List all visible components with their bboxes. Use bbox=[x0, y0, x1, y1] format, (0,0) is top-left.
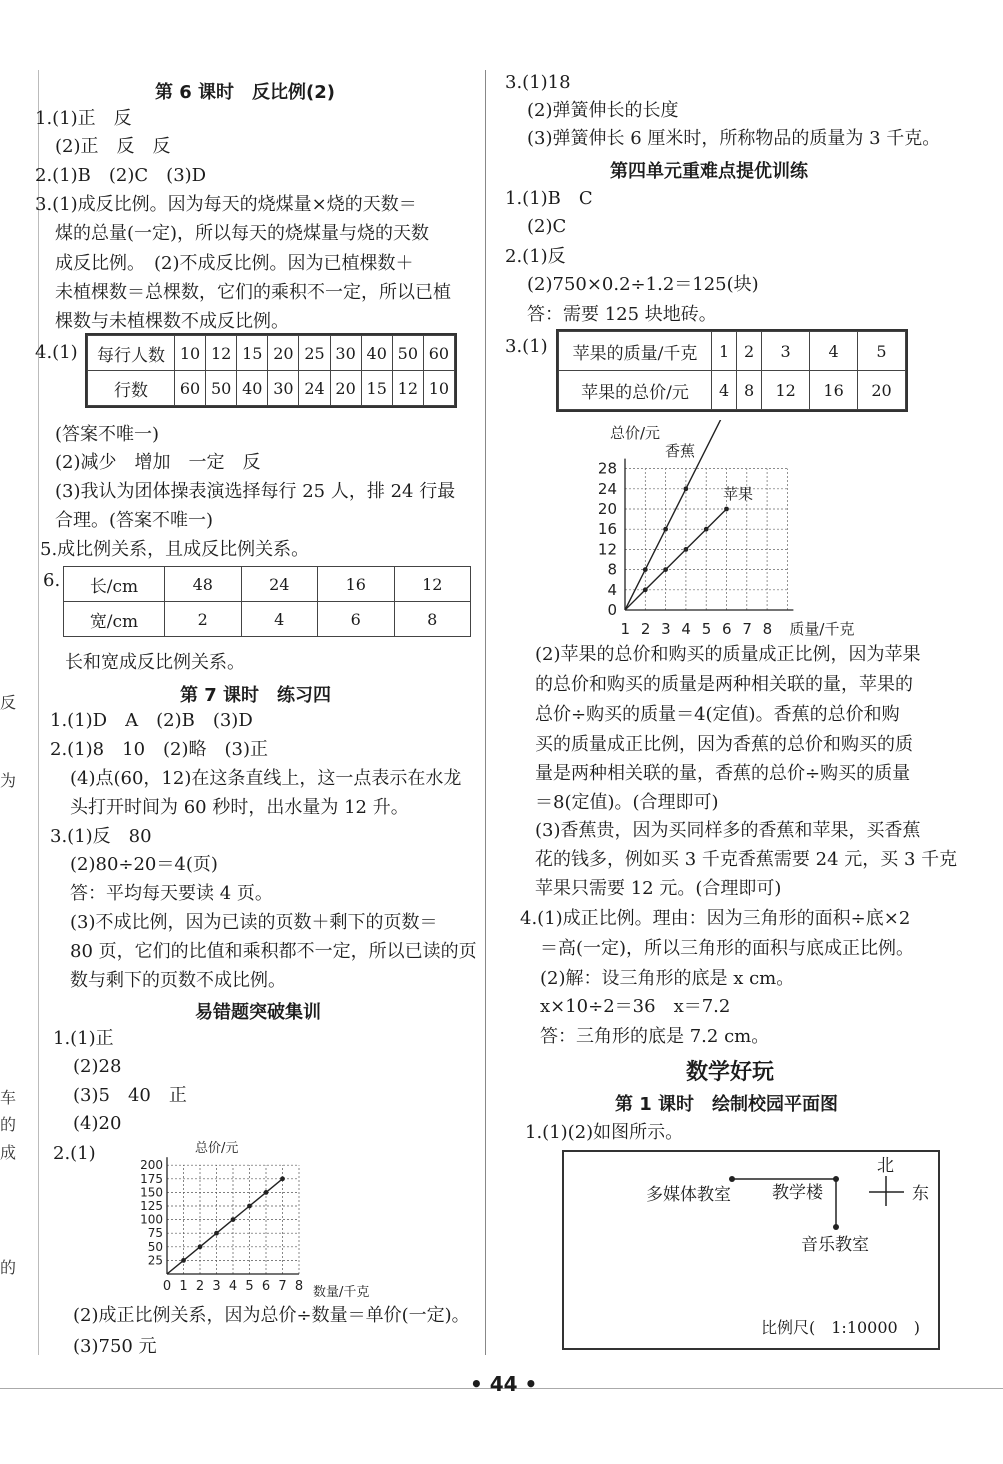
table-header: 苹果的总价/元 bbox=[559, 371, 712, 410]
answer-line: 2.(1)B (2)C (3)D bbox=[35, 165, 207, 186]
answer-line: 1.(1)正 bbox=[53, 1028, 114, 1049]
table-cell: 4 bbox=[241, 602, 318, 637]
answer-line: 成反比例。 (2)不成反比例。因为已植棵数＋ bbox=[55, 253, 414, 274]
x-tick-label: 7 bbox=[742, 620, 752, 638]
answer-line: (3)750 元 bbox=[73, 1336, 157, 1357]
x-tick-label: 2 bbox=[640, 620, 651, 638]
data-point bbox=[704, 527, 709, 532]
x-tick-label: 1 bbox=[179, 1279, 188, 1294]
data-point bbox=[214, 1231, 219, 1236]
answer-line: 棵数与未植棵数不成反比例。 bbox=[55, 311, 289, 332]
edge-char: 的 bbox=[0, 1115, 17, 1134]
answer-line: 1.(1)正 反 bbox=[35, 108, 132, 129]
table-header: 宽/cm bbox=[64, 602, 165, 637]
data-point bbox=[724, 507, 729, 512]
answer-line: 量是两种相关联的量，香蕉的总价÷购买的质量 bbox=[535, 763, 911, 784]
lesson6-title: 第 6 课时 反比例(2) bbox=[155, 82, 336, 103]
table-cell: 6 bbox=[318, 602, 395, 637]
table-cell: 12 bbox=[206, 336, 237, 371]
multimedia-room-label: 多媒体教室 bbox=[646, 1185, 731, 1205]
people-rows-table bbox=[87, 335, 455, 406]
x-tick-label: 4 bbox=[228, 1279, 238, 1294]
x-tick-label: 8 bbox=[294, 1279, 304, 1294]
answer-line: 2.(1)反 bbox=[505, 246, 566, 267]
table-cell: 2 bbox=[737, 332, 762, 371]
table-cell: 50 bbox=[392, 336, 423, 371]
y-tick-label: 175 bbox=[140, 1171, 163, 1186]
x-tick-label: 5 bbox=[245, 1279, 254, 1294]
table-header: 苹果的质量/千克 bbox=[559, 332, 712, 371]
music-room-label: 音乐教室 bbox=[801, 1235, 869, 1255]
y-tick-label: 4 bbox=[607, 580, 617, 599]
answer-line: 苹果只需要 12 元。(合理即可) bbox=[535, 878, 782, 899]
table-cell: 60 bbox=[423, 336, 454, 371]
page-number: • 44 • bbox=[470, 1372, 538, 1396]
answer-line: 未植棵数＝总棵数，它们的乘积不一定，所以已植 bbox=[55, 282, 451, 303]
campus-map bbox=[562, 1150, 940, 1350]
answer-line: 煤的总量(一定)，所以每天的烧煤量与烧的天数 bbox=[55, 223, 430, 244]
y-axis-label: 总价/元 bbox=[195, 1141, 239, 1156]
edge-char: 为 bbox=[0, 771, 17, 790]
y-tick-label: 200 bbox=[140, 1158, 163, 1173]
table-header: 长/cm bbox=[64, 567, 165, 602]
answer-line: 2.(1) bbox=[53, 1143, 96, 1164]
answer-line: 头打开时间为 60 秒时，出水量为 12 升。 bbox=[70, 797, 409, 818]
answer-line: 4.(1) bbox=[35, 342, 78, 363]
series-line bbox=[625, 509, 727, 610]
table-cell: 40 bbox=[237, 371, 268, 406]
y-tick-label: 20 bbox=[597, 500, 617, 518]
y-tick-label: 125 bbox=[140, 1199, 163, 1213]
answer-line: (3)5 40 正 bbox=[73, 1085, 187, 1106]
answer-line: 买的质量成正比例，因为香蕉的总价和购买的质 bbox=[535, 734, 913, 755]
data-point bbox=[280, 1176, 285, 1181]
y-tick-label: 75 bbox=[147, 1226, 163, 1241]
answer-line: (4)20 bbox=[73, 1113, 122, 1134]
table-cell: 10 bbox=[423, 371, 454, 406]
table-cell: 2 bbox=[165, 602, 242, 637]
compass-north-label: 北 bbox=[877, 1156, 894, 1176]
answer-line: 3.(1) bbox=[505, 336, 548, 357]
table-cell: 30 bbox=[268, 371, 299, 406]
answer-line: (4)点(60，12)在这条直线上，这一点表示在水龙 bbox=[70, 768, 462, 789]
apple-price-table bbox=[558, 331, 906, 410]
table-cell: 15 bbox=[361, 371, 392, 406]
answer-line: 数与剩下的页数不成比例。 bbox=[70, 970, 286, 991]
data-point bbox=[231, 1217, 236, 1222]
y-tick-label: 28 bbox=[597, 459, 617, 478]
answer-line: 答：平均每天要读 4 页。 bbox=[70, 883, 273, 904]
edge-char: 的 bbox=[0, 1258, 17, 1277]
table-header: 每行人数 bbox=[88, 336, 175, 371]
answer-line: 5.成比例关系，且成反比例关系。 bbox=[40, 539, 310, 560]
x-tick-label: 8 bbox=[762, 620, 773, 638]
y-tick-label: 8 bbox=[607, 560, 617, 579]
answer-line: (2)成正比例关系，因为总价÷数量＝单价(一定)。 bbox=[73, 1305, 470, 1326]
x-tick-label: 3 bbox=[661, 620, 671, 638]
table-cell: 8 bbox=[737, 371, 762, 410]
mistake-section-title: 易错题突破集训 bbox=[195, 1002, 321, 1023]
edge-char: 成 bbox=[0, 1143, 17, 1162]
table-cell: 25 bbox=[299, 336, 330, 371]
data-point bbox=[181, 1258, 186, 1263]
y-tick-label: 25 bbox=[147, 1253, 163, 1268]
answer-line: 的总价和购买的质量是两种相关联的量，苹果的 bbox=[535, 674, 913, 695]
answer-line: (2)弹簧伸长的长度 bbox=[527, 100, 679, 121]
answer-line: 3.(1)18 bbox=[505, 72, 571, 93]
teaching-point bbox=[833, 1176, 839, 1182]
table-cell: 12 bbox=[392, 371, 423, 406]
table-cell: 24 bbox=[299, 371, 330, 406]
answer-line: (2)减少 增加 一定 反 bbox=[55, 452, 261, 473]
fun-math-title: 数学好玩 bbox=[686, 1060, 775, 1085]
table-cell: 40 bbox=[361, 336, 392, 371]
answer-line: (2)C bbox=[527, 216, 567, 237]
map-scale: 比例尺( 1:10000 ) bbox=[761, 1318, 920, 1337]
y-tick-label: 50 bbox=[147, 1239, 163, 1254]
edge-char: 车 bbox=[0, 1088, 17, 1107]
answer-line: 3.(1)反 80 bbox=[50, 826, 152, 847]
data-point bbox=[663, 527, 668, 532]
table-cell: 4 bbox=[810, 332, 858, 371]
table-cell: 3 bbox=[762, 332, 810, 371]
answer-line: (答案不唯一) bbox=[55, 424, 160, 445]
answer-line: (3)不成比例，因为已读的页数＋剩下的页数＝ bbox=[70, 912, 438, 933]
lesson7-title: 第 7 课时 练习四 bbox=[180, 685, 332, 706]
data-point bbox=[643, 567, 648, 572]
table-cell: 15 bbox=[237, 336, 268, 371]
x-tick-label: 0 bbox=[162, 1279, 172, 1294]
answer-line: (2)750×0.2÷1.2＝125(块) bbox=[527, 274, 759, 295]
answer-line: 答：三角形的底是 7.2 cm。 bbox=[540, 1026, 770, 1047]
y-tick-label: 16 bbox=[597, 520, 617, 539]
table-cell: 1 bbox=[712, 332, 737, 371]
table-cell: 30 bbox=[330, 336, 361, 371]
answer-line: (2)苹果的总价和购买的质量成正比例，因为苹果 bbox=[535, 644, 921, 665]
answer-line: 2.(1)8 10 (2)略 (3)正 bbox=[50, 739, 269, 760]
data-point bbox=[264, 1190, 269, 1195]
answer-line: 长和宽成反比例关系。 bbox=[65, 652, 245, 673]
price-quantity-chart bbox=[95, 1138, 395, 1302]
answer-line: (2)解：设三角形的底是 x cm。 bbox=[540, 968, 795, 989]
table-cell: 24 bbox=[241, 567, 318, 602]
y-tick-label: 0 bbox=[607, 601, 617, 619]
edge-char: 反 bbox=[0, 693, 17, 712]
answer-line: x×10÷2＝36 x＝7.2 bbox=[540, 996, 731, 1017]
table-cell: 8 bbox=[394, 602, 471, 637]
unit4-title: 第四单元重难点提优训练 bbox=[610, 161, 808, 182]
data-point bbox=[247, 1204, 252, 1209]
fruit-price-chart bbox=[580, 420, 910, 640]
table-cell: 12 bbox=[394, 567, 471, 602]
multimedia-point bbox=[729, 1176, 735, 1182]
x-tick-label: 3 bbox=[212, 1279, 221, 1294]
x-axis-label: 数量/千克 bbox=[313, 1285, 370, 1300]
teaching-building-label: 教学楼 bbox=[772, 1183, 823, 1203]
answer-line: (3)弹簧伸长 6 厘米时，所称物品的质量为 3 千克。 bbox=[527, 128, 941, 149]
length-width-table bbox=[63, 566, 471, 637]
y-tick-label: 150 bbox=[140, 1185, 163, 1200]
answer-line: 1.(1)D A (2)B (3)D bbox=[50, 710, 253, 731]
answer-line: 80 页，它们的比值和乘积都不一定，所以已读的页 bbox=[70, 941, 477, 962]
table-cell: 16 bbox=[810, 371, 858, 410]
data-point bbox=[643, 587, 648, 592]
compass-east-label: 东 bbox=[912, 1184, 929, 1204]
table-cell: 60 bbox=[175, 371, 206, 406]
answer-line: 1.(1)B C bbox=[505, 188, 593, 209]
answer-line: (2)28 bbox=[73, 1056, 122, 1077]
x-tick-label: 6 bbox=[722, 620, 732, 638]
answer-line: 合理。(答案不唯一) bbox=[55, 510, 214, 531]
data-point bbox=[198, 1244, 203, 1249]
data-point bbox=[663, 567, 668, 572]
table-cell: 20 bbox=[268, 336, 299, 371]
y-axis-label: 总价/元 bbox=[610, 424, 661, 442]
y-tick-label: 100 bbox=[140, 1212, 163, 1227]
answer-line: 3.(1)成反比例。因为每天的烧煤量×烧的天数＝ bbox=[35, 194, 417, 215]
answer-line: 1.(1)(2)如图所示。 bbox=[525, 1122, 684, 1143]
table-cell: 20 bbox=[330, 371, 361, 406]
answer-line: 6. bbox=[43, 570, 61, 591]
data-point bbox=[684, 547, 689, 552]
answer-line: 总价÷购买的质量＝4(定值)。香蕉的总价和购 bbox=[535, 704, 900, 725]
fun-lesson-title: 第 1 课时 绘制校园平面图 bbox=[615, 1094, 839, 1115]
answer-line: (3)香蕉贵，因为买同样多的香蕉和苹果，买香蕉 bbox=[535, 820, 921, 841]
answer-line: (2)80÷20＝4(页) bbox=[70, 854, 218, 875]
series-label-apple: 苹果 bbox=[723, 485, 754, 503]
table-cell: 48 bbox=[165, 567, 242, 602]
x-tick-label: 7 bbox=[278, 1279, 287, 1294]
x-tick-label: 1 bbox=[620, 620, 631, 638]
x-tick-label: 6 bbox=[261, 1279, 271, 1294]
answer-line: 4.(1)成正比例。理由：因为三角形的面积÷底×2 bbox=[520, 908, 911, 929]
answer-line: 答：需要 125 块地砖。 bbox=[527, 304, 717, 325]
answer-line: ＝8(定值)。(合理即可) bbox=[535, 792, 719, 813]
answer-line: (2)正 反 反 bbox=[55, 136, 171, 157]
y-tick-label: 24 bbox=[597, 479, 617, 498]
table-header: 行数 bbox=[88, 371, 175, 406]
column-divider bbox=[485, 70, 486, 1355]
y-tick-label: 12 bbox=[597, 540, 617, 559]
table-cell: 5 bbox=[858, 332, 906, 371]
table-cell: 10 bbox=[175, 336, 206, 371]
x-tick-label: 5 bbox=[701, 620, 712, 638]
series-label-banana: 香蕉 bbox=[665, 442, 696, 460]
music-point bbox=[833, 1224, 839, 1230]
answer-line: ＝高(一定)，所以三角形的面积与底成正比例。 bbox=[540, 938, 915, 959]
answer-line: 花的钱多，例如买 3 千克香蕉需要 24 元，买 3 千克 bbox=[535, 849, 958, 870]
table-cell: 20 bbox=[858, 371, 906, 410]
data-point bbox=[684, 486, 689, 491]
left-margin-line bbox=[38, 70, 39, 1355]
x-axis-label: 质量/千克 bbox=[789, 620, 855, 638]
table-cell: 16 bbox=[318, 567, 395, 602]
x-tick-label: 2 bbox=[195, 1279, 205, 1294]
table-cell: 12 bbox=[762, 371, 810, 410]
answer-line: (3)我认为团体操表演选择每行 25 人，排 24 行最 bbox=[55, 481, 456, 502]
table-cell: 4 bbox=[712, 371, 737, 410]
table-cell: 50 bbox=[206, 371, 237, 406]
x-tick-label: 4 bbox=[681, 620, 691, 638]
